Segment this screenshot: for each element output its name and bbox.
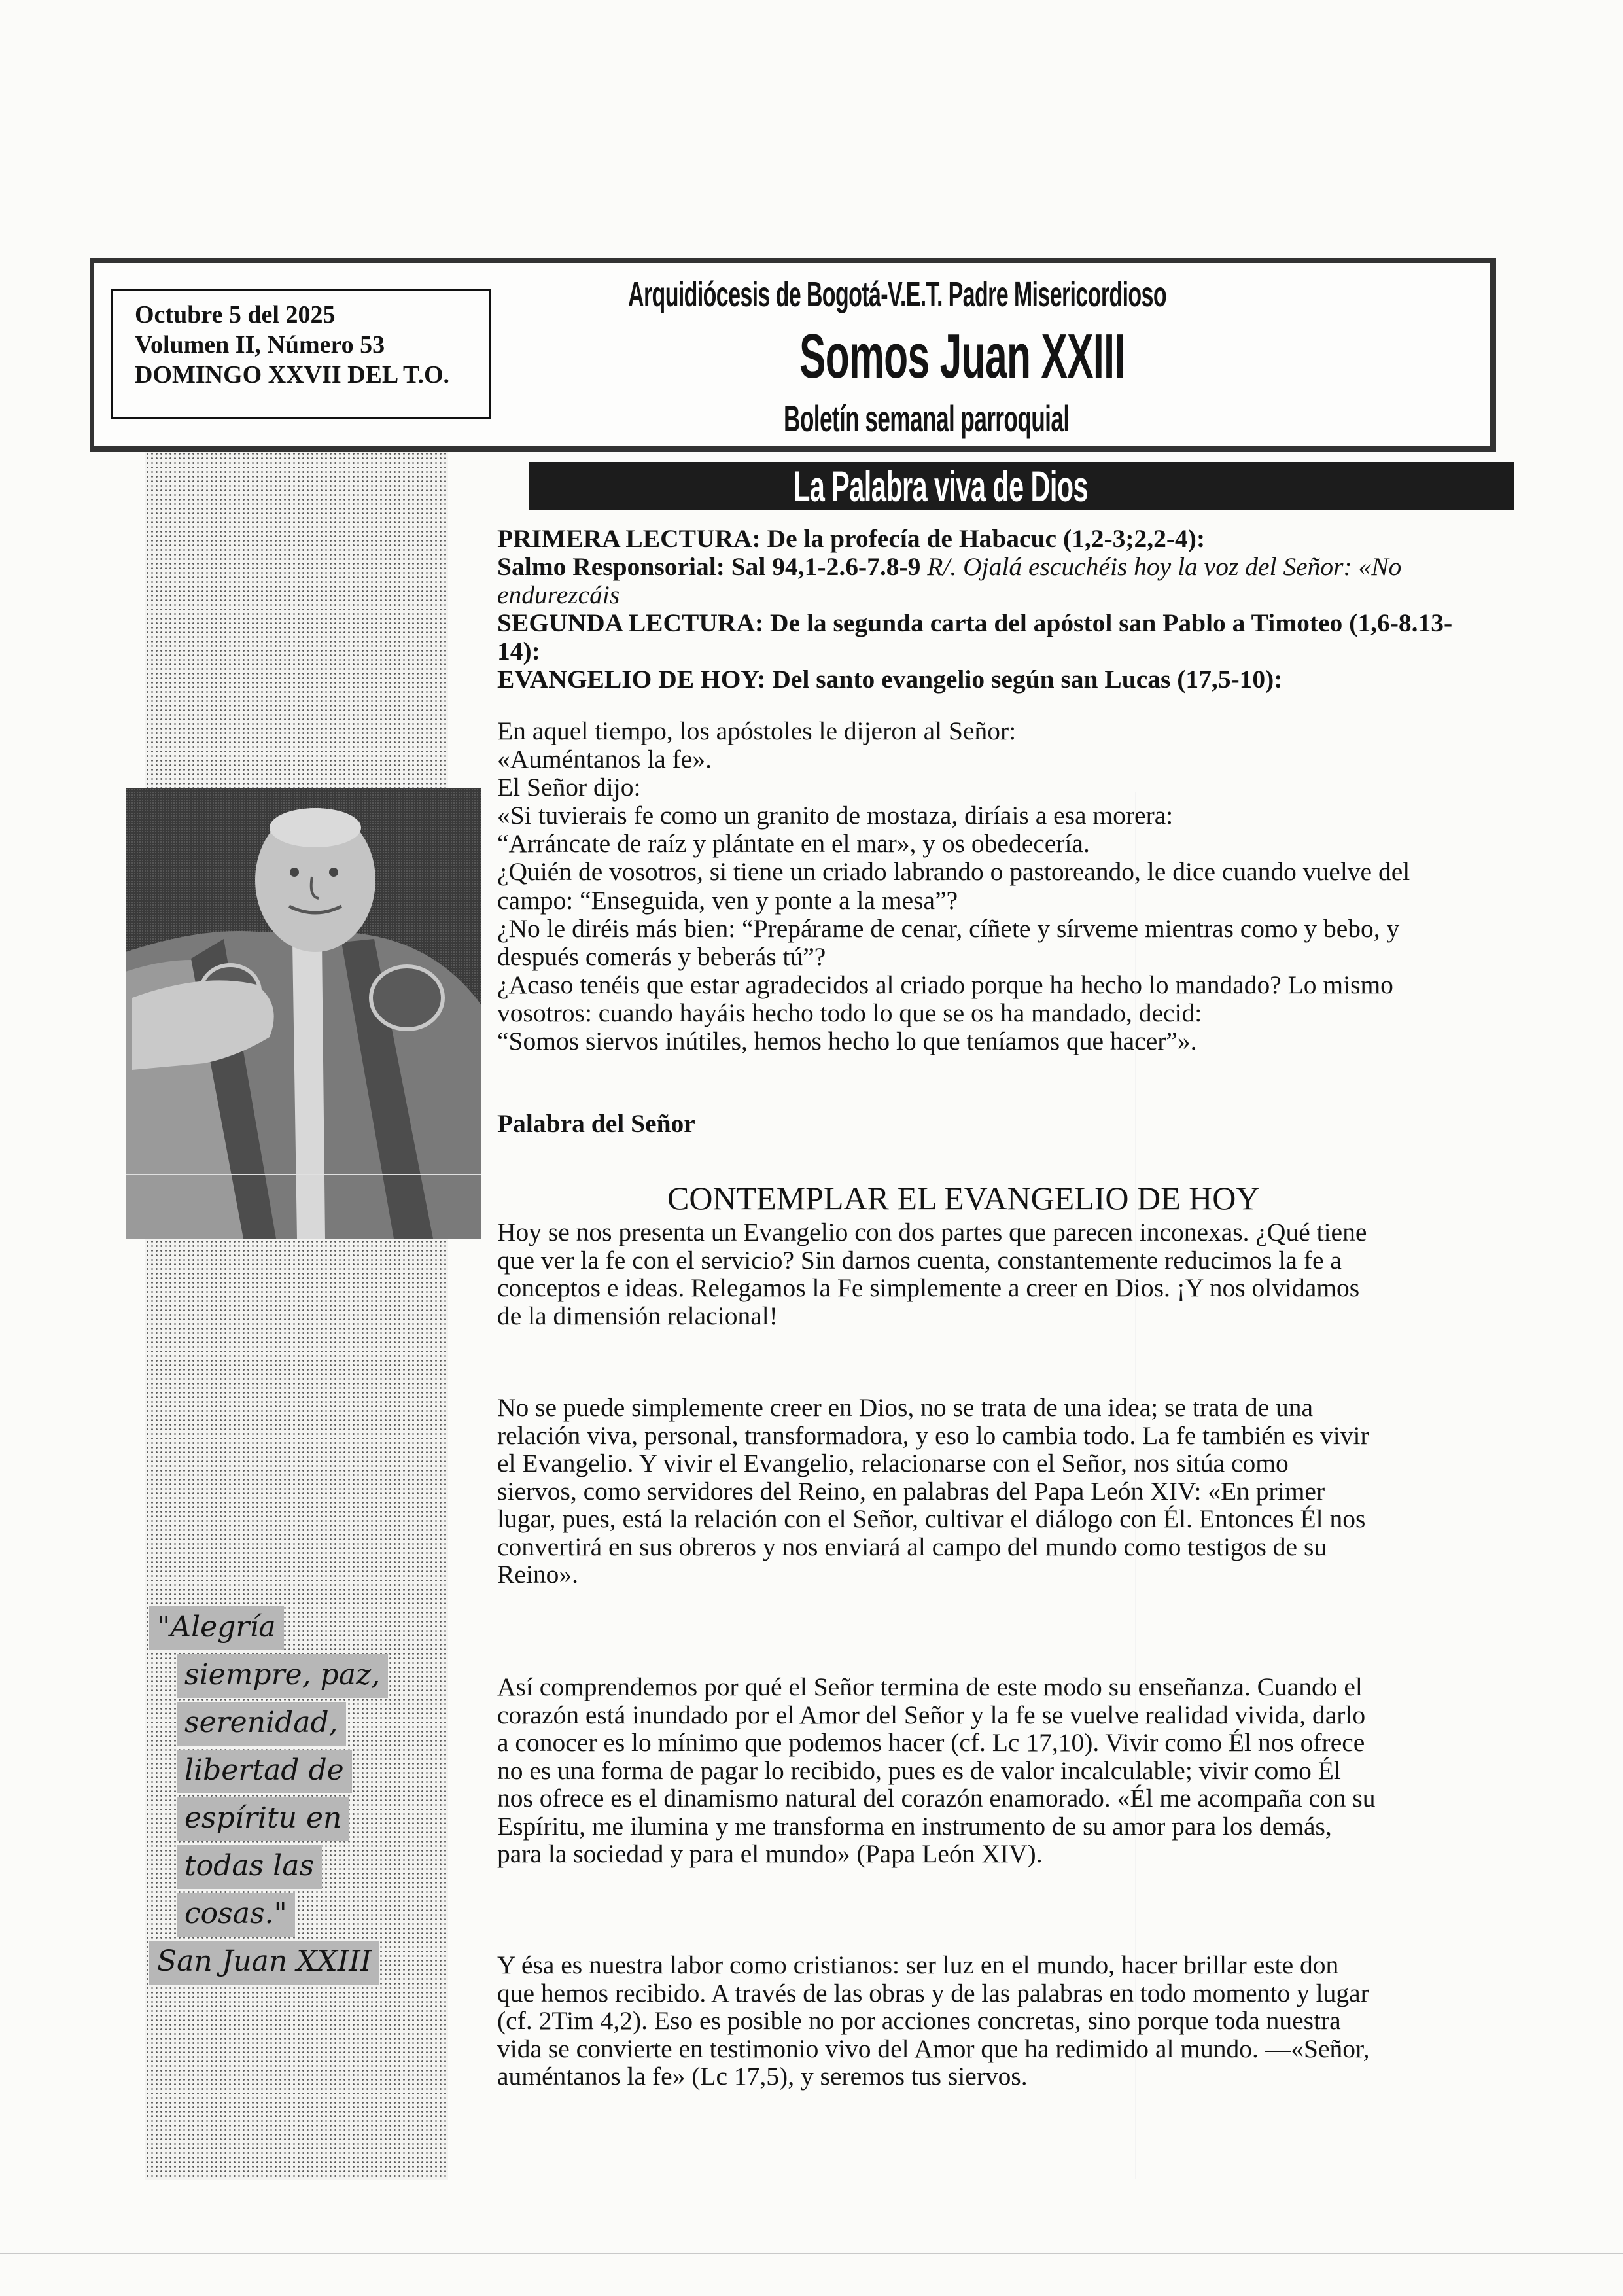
gospel-line: «Si tuvierais fe como un granito de mostaza, diríais a esa morera:	[497, 801, 1174, 830]
paragraph-line: que ver la fe con el servicio? Sin darnos cuenta, constantemente reducimos la fe a	[497, 1245, 1342, 1275]
quote-line-text: "Alegría	[149, 1606, 284, 1650]
paragraph-line: Hoy se nos presenta un Evangelio con dos partes que parecen inconexas. ¿Qué tiene	[497, 1218, 1367, 1246]
gospel-line: ¿Quién de vosotros, si tiene un criado labrando o pastoreando, le dice cuando vuelve del	[497, 857, 1410, 887]
paragraph-line: relación viva, personal, transformadora, y eso lo cambia todo. La fe también es vivir	[497, 1421, 1369, 1450]
portrait-illustration	[126, 788, 481, 1239]
quote-line-text: espíritu en	[177, 1797, 349, 1841]
page-fold-line	[0, 2253, 1623, 2254]
psalm-response-cont: endurezcáis	[497, 580, 620, 610]
quote-line	[149, 1603, 437, 1651]
quote-line-text: todas las	[177, 1845, 322, 1889]
paragraph-line: Así comprendemos por qué el Señor termina de este modo su enseñanza. Cuando el	[497, 1672, 1363, 1701]
gospel-line: El Señor dijo:	[497, 773, 641, 802]
section-banner-title: La Palabra viva de Dios	[794, 462, 1089, 510]
issue-date: Octubre 5 del 2025	[135, 301, 336, 328]
quote-line	[149, 1699, 437, 1746]
gospel-passage	[497, 717, 1518, 1055]
quote-line	[149, 1890, 437, 1937]
quote-line-text: cosas."	[177, 1893, 295, 1937]
paragraph-line: siervos, como servidores del Reino, en palabras del Papa León XIV: «En primer	[497, 1476, 1325, 1506]
first-reading-label: PRIMERA LECTURA:	[497, 524, 761, 553]
paragraph-line: auméntanos la fe» (Lc 17,5), y seremos tus siervos.	[497, 2062, 1028, 2091]
second-reading-text: De la segunda carta del apóstol san Pablo a Timoteo (1,6-8.13-	[763, 609, 1453, 638]
second-reading-label: SEGUNDA LECTURA:	[497, 609, 764, 638]
quote-author	[149, 1937, 437, 1985]
quote-line	[149, 1794, 437, 1842]
gospel-line: ¿No le diréis más bien: “Prepárame de cenar, cíñete y sírveme mientras como y bebo, y	[497, 913, 1400, 943]
paragraph-line: de la dimensión relacional!	[497, 1301, 778, 1331]
paragraph-line: que hemos recibido. A través de las obras y de las palabras en todo momento y lugar	[497, 1978, 1369, 2007]
gospel-line: «Auméntanos la fe».	[497, 745, 712, 774]
paragraph-line: nos ofrece es el dinamismo natural del corazón enamorado. «Él me acompaña con su	[497, 1784, 1376, 1812]
quote-line-text: siempre, paz,	[177, 1654, 388, 1698]
bulletin-title: Somos Juan XXIII	[799, 321, 1125, 391]
archdiocese-line: Arquidiócesis de Bogotá-V.E.T. Padre Misericordioso	[628, 275, 1166, 314]
portrait-photo	[126, 788, 481, 1239]
paragraph-line: corazón está inundado por el Amor del Señor y la fe se vuelve realidad vivida, darlo	[497, 1700, 1366, 1729]
gospel-line: En aquel tiempo, los apóstoles le dijeron al Señor:	[497, 716, 1017, 745]
gospel-line: ¿Acaso tenéis que estar agradecidos al criado porque ha hecho lo mandado? Lo mismo	[497, 970, 1393, 999]
gospel-line: campo: “Enseguida, ven y ponte a la mesa”?	[497, 885, 958, 915]
paragraph-line: no es una forma de pagar lo recibido, pues es de valor incalculable; vivir como Él	[497, 1756, 1341, 1785]
issue-volume: Volumen II, Número 53	[135, 331, 385, 359]
issue-info-box	[111, 289, 491, 419]
paragraph-line: (cf. 2Tim 4,2). Eso es posible no por acciones concretas, sino porque toda nuestra	[497, 2006, 1341, 2035]
paragraph	[497, 1673, 1518, 1868]
first-reading-text: De la profecía de Habacuc (1,2-3;2,2-4):	[760, 524, 1206, 553]
paragraph-line: lugar, pues, está la relación con el Señor, cultivar el diálogo con Él. Entonces Él nos	[497, 1504, 1366, 1533]
paragraph-line: Y ésa es nuestra labor como cristianos: ser luz en el mundo, hacer brillar este don	[497, 1951, 1339, 1979]
quote-line-text: serenidad,	[177, 1702, 346, 1746]
paragraph	[497, 1951, 1518, 2091]
paragraph-line: a conocer es lo mínimo que podemos hacer (cf. Lc 17,10). Vivir como Él nos ofrece	[497, 1728, 1365, 1757]
saint-quote	[149, 1603, 437, 1985]
psalm	[497, 553, 1401, 581]
paragraph	[497, 1218, 1518, 1330]
paragraph-line: Espíritu, me ilumina y me transforma en instrumento de su amor para los demás,	[497, 1811, 1332, 1841]
paragraph-line: No se puede simplemente creer en Dios, no se trata de una idea; se trata de una	[497, 1393, 1314, 1422]
quote-line-text: libertad de	[177, 1750, 352, 1793]
psalm-response: R/. Ojalá escuchéis hoy la voz del Señor: «No	[920, 552, 1402, 582]
gospel-line: vosotros: cuando hayáis hecho todo lo que se os ha mandado, decid:	[497, 998, 1202, 1027]
paragraph	[497, 1394, 1518, 1589]
first-reading	[497, 525, 1205, 553]
gospel-line: después comerás y beberás tú”?	[497, 942, 826, 971]
paragraph-line: convertirá en sus obreros y nos enviará al campo del mundo como testigos de su	[497, 1532, 1327, 1561]
second-reading	[497, 609, 1452, 637]
gospel-closing-wrap	[497, 1110, 1518, 1138]
paragraph-line: Reino».	[497, 1560, 578, 1589]
readings-list	[497, 525, 1518, 694]
gospel-closing: Palabra del Señor	[497, 1109, 695, 1138]
quote-author-text: San Juan XXIII	[149, 1941, 379, 1985]
quote-line	[149, 1651, 437, 1699]
quote-line	[149, 1746, 437, 1794]
section-heading: CONTEMPLAR EL EVANGELIO DE HOY	[667, 1180, 1260, 1216]
gospel-line: “Somos siervos inútiles, hemos hecho lo que teníamos que hacer”».	[497, 1027, 1197, 1056]
gospel-reading-text: Del santo evangelio según san Lucas (17,5-10):	[765, 665, 1283, 694]
bulletin-subtitle: Boletín semanal parroquial	[784, 398, 1070, 439]
quote-line	[149, 1842, 437, 1890]
gospel-reading-label: EVANGELIO DE HOY:	[497, 665, 766, 694]
paragraph-line: conceptos e ideas. Relegamos la Fe simplemente a creer en Dios. ¡Y nos olvidamos	[497, 1273, 1360, 1303]
paragraph-line: para la sociedad y para el mundo» (Papa León XIV).	[497, 1839, 1043, 1868]
psalm-label: Salmo Responsorial: Sal 94,1-2.6-7.8-9	[497, 552, 921, 582]
paragraph-line: vida se convierte en testimonio vivo del Amor que ha redimido al mundo. —«Señor,	[497, 2034, 1370, 2063]
gospel-reading	[497, 665, 1283, 694]
paragraph-line: el Evangelio. Y vivir el Evangelio, relacionarse con el Señor, nos sitúa como	[497, 1449, 1289, 1477]
gospel-line: “Arráncate de raíz y plántate en el mar», y os obedecería.	[497, 829, 1090, 858]
liturgical-sunday: DOMINGO XXVII DEL T.O.	[135, 361, 450, 389]
second-reading-cont: 14):	[497, 637, 540, 666]
